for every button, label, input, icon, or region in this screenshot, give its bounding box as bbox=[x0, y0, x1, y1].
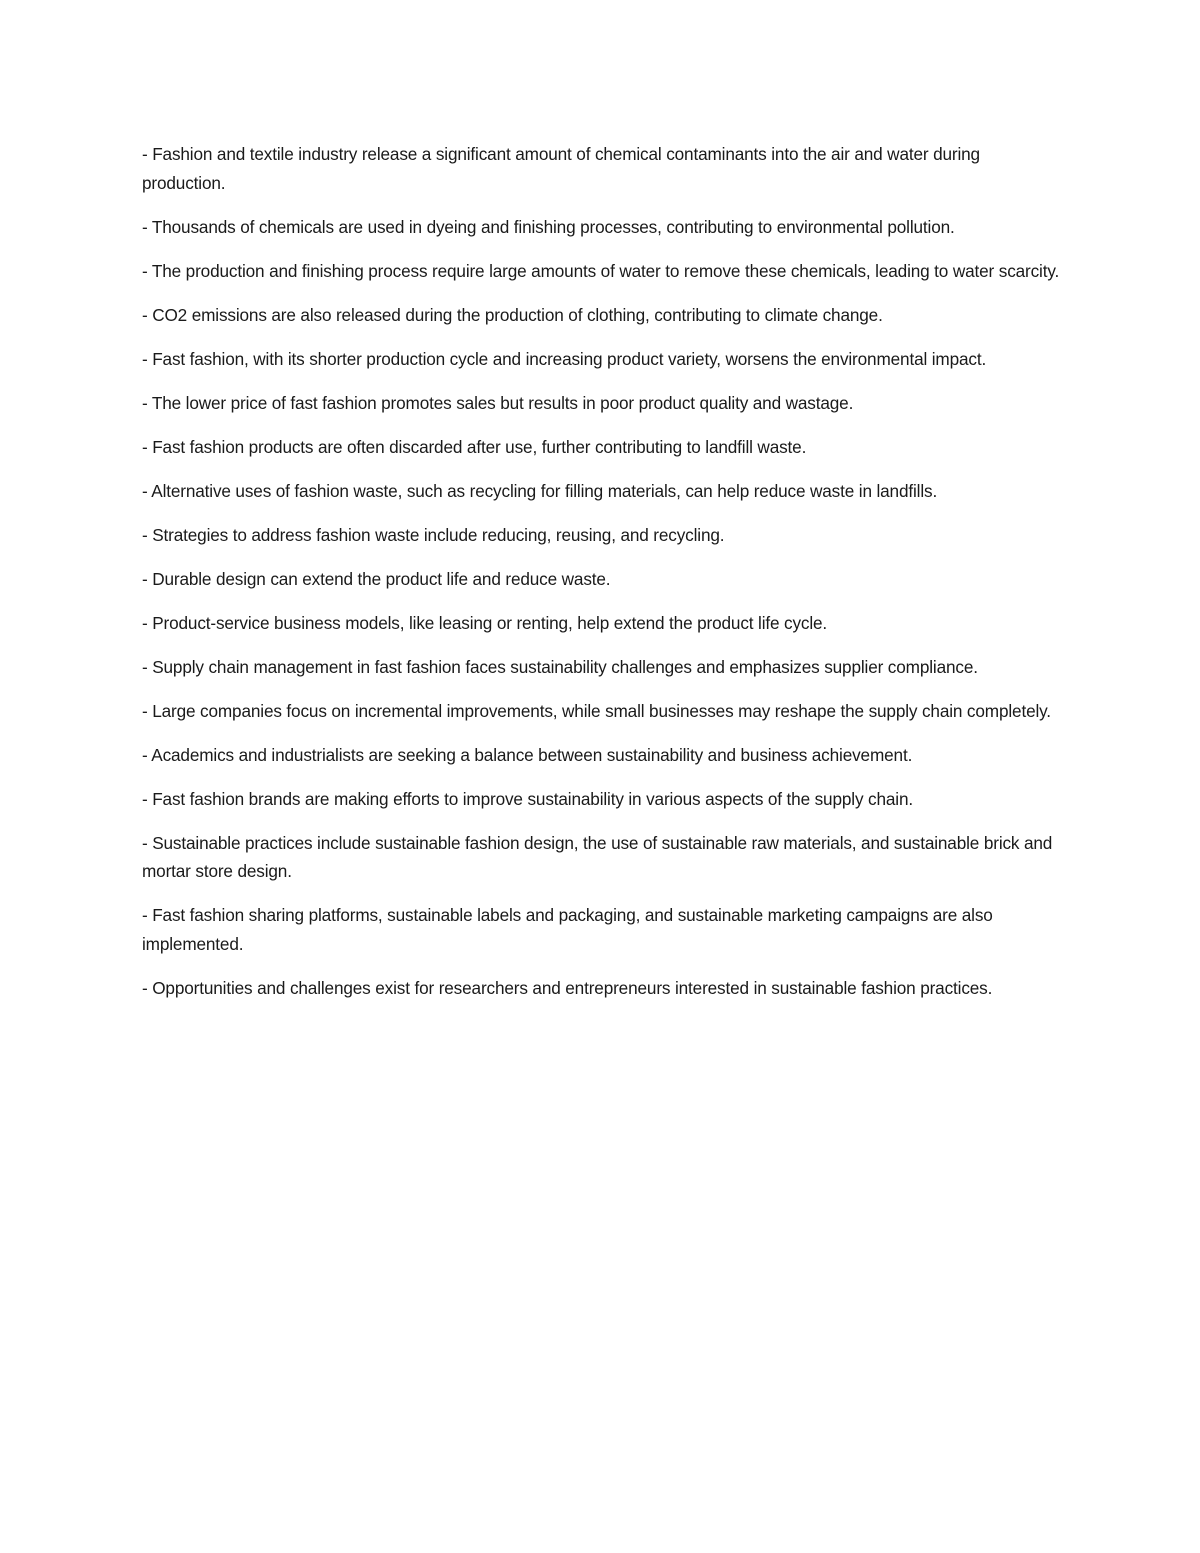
bullet-item: - Fast fashion, with its shorter production cycle and increasing product variety, worsens the environmental impact. bbox=[142, 348, 987, 369]
bullet-item: - Large companies focus on incremental improvements, while small businesses may reshape the supply chain completely. bbox=[142, 700, 1051, 721]
bullet-item: - Supply chain management in fast fashion faces sustainability challenges and emphasizes supplier compliance. bbox=[142, 656, 978, 677]
bullet-item: - Academics and industrialists are seeking a balance between sustainability and business achievement. bbox=[142, 744, 913, 765]
bullet-item: - Durable design can extend the product life and reduce waste. bbox=[142, 568, 611, 589]
bullet-item: - The lower price of fast fashion promotes sales but results in poor product quality and wastage. bbox=[142, 392, 854, 413]
bullet-item: - Fast fashion sharing platforms, sustainable labels and packaging, and sustainable marketing campaigns are also implemented. bbox=[142, 905, 993, 954]
bullet-item: - Alternative uses of fashion waste, such as recycling for filling materials, can help reduce waste in landfills. bbox=[142, 480, 938, 501]
bullet-item: - Sustainable practices include sustainable fashion design, the use of sustainable raw materials, and sustainable brick and mortar store design. bbox=[142, 832, 1053, 881]
bullet-item: - Thousands of chemicals are used in dyeing and finishing processes, contributing to environmental pollution. bbox=[142, 216, 955, 237]
document-body bbox=[142, 140, 1060, 1018]
bullet-item: - Opportunities and challenges exist for researchers and entrepreneurs interested in sustainable fashion practices. bbox=[142, 977, 993, 998]
bullet-item: - Fashion and textile industry release a significant amount of chemical contaminants into the air and water during production. bbox=[142, 144, 980, 193]
bullet-item: - Fast fashion brands are making efforts to improve sustainability in various aspects of the supply chain. bbox=[142, 788, 913, 809]
bullet-item: - Product-service business models, like leasing or renting, help extend the product life cycle. bbox=[142, 612, 828, 633]
bullet-item: - Strategies to address fashion waste include reducing, reusing, and recycling. bbox=[142, 524, 725, 545]
bullet-item: - CO2 emissions are also released during the production of clothing, contributing to climate change. bbox=[142, 304, 883, 325]
bullet-item: - Fast fashion products are often discarded after use, further contributing to landfill waste. bbox=[142, 436, 807, 457]
bullet-item: - The production and finishing process require large amounts of water to remove these chemicals, leading to water scarcity. bbox=[142, 260, 1060, 281]
